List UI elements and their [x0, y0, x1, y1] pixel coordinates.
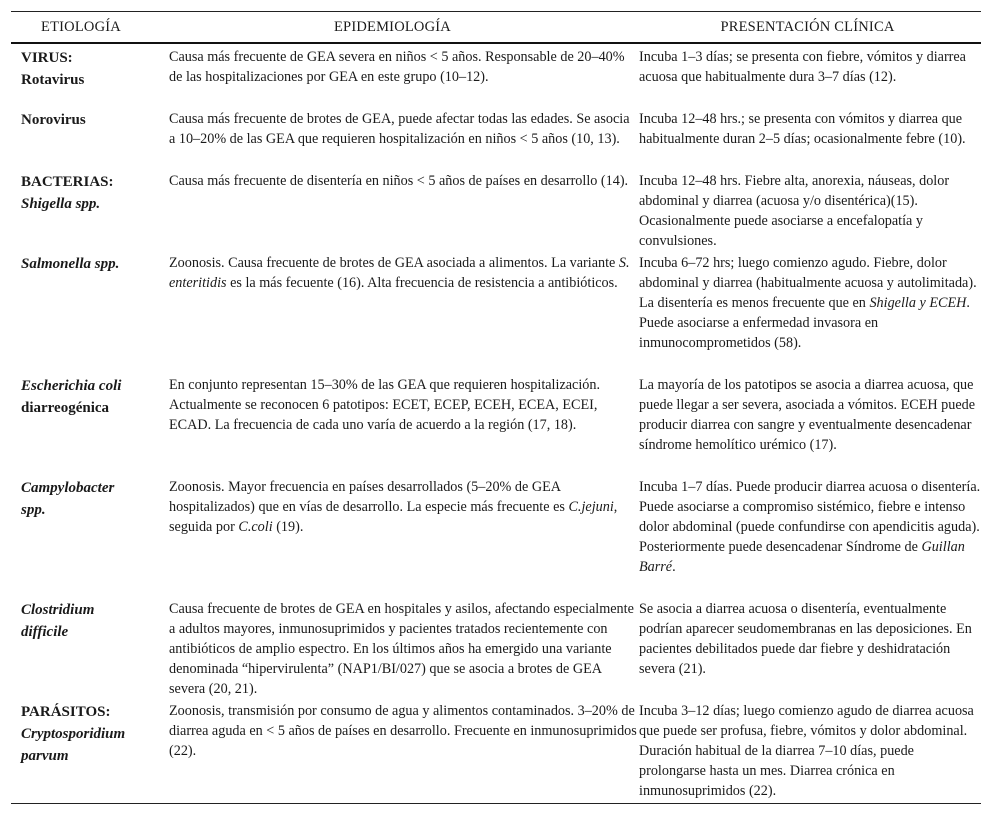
- text: Zoonosis. Mayor frecuencia en países desarrollados (5–20% de GEA hospitalizados) que en vías de desarrollo. La especie más frecuente es: [169, 479, 569, 515]
- etiology-cell: [11, 250, 169, 372]
- epidemiology-cell: En conjunto representan 15–30% de las GEA que requieren hospitalización. Actualmente se reconocen 6 patotipos: ECET, ECEP, ECEH, ECEA, ECEI, ECAD. La frecuencia de cada uno varía de acuerdo a la región (17, 18).: [169, 377, 601, 433]
- species-name: S. enteritidis: [169, 255, 630, 291]
- species-name: Shigella y ECEH: [869, 295, 967, 311]
- table-row: [11, 44, 981, 106]
- clinical-cell: Incuba 12–48 hrs.; se presenta con vómitos y diarrea que habitualmente duran 2–5 días; ocasionalmente febre (10).: [639, 111, 966, 147]
- clinical-cell: [639, 474, 981, 596]
- text: . Puede asociarse a enfermedad invasora en inmunocomprometidos (58).: [639, 295, 970, 351]
- agent-name: Salmonella spp.: [21, 256, 120, 272]
- epidemiology-cell: Causa más frecuente de brotes de GEA, puede afectar todas las edades. Se asocia a 10–20% de las GEA que requieren hospitalización en niños < 5 años (10, 13).: [169, 111, 630, 147]
- epidemiology-cell: Causa frecuente de brotes de GEA en hospitales y asilos, afectando especialmente a adultos mayores, inmunosuprimidos y pacientes tratados recientemente con antibióticos de amplio espectro. En los últimos años ha emergido una variante denominada “hipervirulenta” (NAP1/BI/027) que se asocia a brotes de GEA severa (20, 21).: [169, 601, 634, 697]
- group-label: BACTERIAS:: [21, 174, 114, 190]
- syndrome-name: Guillan Barré: [639, 539, 965, 575]
- group-label: VIRUS:: [21, 50, 73, 66]
- table-row: [11, 372, 981, 474]
- etiology-cell: [11, 596, 169, 698]
- text: Incuba 1–7 días. Puede producir diarrea acuosa o disentería. Puede asociarse a compromiso sistémico, fiebre e intenso dolor abdominal (puede confundirse con apendicitis aguda). Posteriormente puede desencadenar Síndrome de: [639, 479, 981, 555]
- table-row: [11, 250, 981, 372]
- etiology-cell: [11, 106, 169, 168]
- etiology-table: [11, 11, 981, 804]
- species-name: C.coli: [238, 519, 273, 535]
- text: (19).: [272, 519, 304, 535]
- epidemiology-cell: [169, 474, 639, 596]
- text: es la más fecuente (16). Alta frecuencia de resistencia a antibióticos.: [226, 275, 618, 291]
- agent-name-line2: diarreogénica: [21, 400, 110, 416]
- header-etiologia: ETIOLOGÍA: [41, 18, 121, 35]
- clinical-cell: Incuba 12–48 hrs. Fiebre alta, anorexia, náuseas, dolor abdominal y diarrea (acuosa y/o disentérica)(15). Ocasionalmente puede asociarse a encefalopatía y convulsiones.: [639, 173, 950, 249]
- agent-name-line2: parvum: [21, 748, 69, 764]
- agent-name: Escherichia coli: [21, 378, 122, 394]
- agent-name-line2: spp.: [21, 502, 46, 518]
- table-row: [11, 596, 981, 698]
- etiology-cell: [11, 372, 169, 474]
- header-presentacion-clinica: PRESENTACIÓN CLÍNICA: [720, 18, 895, 35]
- epidemiology-cell: [169, 250, 639, 372]
- text: Zoonosis. Causa frecuente de brotes de GEA asociada a alimentos. La variante: [169, 255, 619, 271]
- header-epidemiologia: EPIDEMIOLOGÍA: [334, 18, 451, 35]
- agent-name: Norovirus: [21, 112, 86, 128]
- agent-name: Cryptosporidium: [21, 726, 126, 742]
- agent-name: Shigella spp.: [21, 196, 101, 212]
- text: , seguida por: [169, 499, 618, 535]
- etiology-cell: [11, 698, 169, 803]
- clinical-cell: Se asocia a diarrea acuosa o disentería, eventualmente podrían aparecer seudomembranas en las deposiciones. En pacientes debilitados puede dar fiebre y deshidratación severa (21).: [639, 601, 972, 677]
- text: .: [672, 559, 676, 575]
- clinical-cell: Incuba 3–12 días; luego comienzo agudo de diarrea acuosa que puede ser profusa, fiebre, vómitos y dolor abdominal. Duración habitual de la diarrea 7–10 días, puede prolongarse hasta un mes. Diarrea crónica en inmunosuprimidos (22).: [639, 703, 974, 799]
- epidemiology-cell: Causa más frecuente de GEA severa en niños < 5 años. Responsable de 20–40% de las hospitalizaciones por GEA en este grupo (10–12).: [169, 49, 625, 85]
- epidemiology-cell: Causa más frecuente de disentería en niños < 5 años de países en desarrollo (14).: [169, 173, 629, 189]
- etiology-cell: [11, 474, 169, 596]
- clinical-cell: [639, 250, 981, 372]
- etiology-cell: [11, 168, 169, 250]
- table-row: [11, 106, 981, 168]
- agent-name: Clostridium: [21, 602, 95, 618]
- etiology-cell: [11, 44, 169, 106]
- table-row: [11, 698, 981, 803]
- agent-name: Rotavirus: [21, 72, 85, 88]
- clinical-cell: La mayoría de los patotipos se asocia a diarrea acuosa, que puede llegar a ser severa, asociada a vómitos. ECEH puede producir diarrea con sangre y eventualmente desencadenar síndrome hemolítico urémico (17).: [639, 377, 976, 453]
- text: Incuba 6–72 hrs; luego comienzo agudo. Fiebre, dolor abdominal y diarrea (habitualmente acuosa y autolimitada). La disentería es menos frecuente que en: [639, 255, 977, 311]
- table-header: [11, 12, 981, 44]
- table-row: [11, 474, 981, 596]
- epidemiology-cell: Zoonosis, transmisión por consumo de agua y alimentos contaminados. 3–20% de diarrea aguda en < 5 años de países en desarrollo. Frecuente en inmunosuprimidos (22).: [169, 703, 637, 759]
- species-name: C.jejuni: [568, 499, 614, 515]
- clinical-cell: Incuba 1–3 días; se presenta con fiebre, vómitos y diarrea acuosa que habitualmente dura 3–7 días (12).: [639, 49, 966, 85]
- group-label: PARÁSITOS:: [21, 704, 111, 720]
- agent-name-line2: difficile: [21, 624, 69, 640]
- table-row: [11, 168, 981, 250]
- agent-name: Campylobacter: [21, 480, 115, 496]
